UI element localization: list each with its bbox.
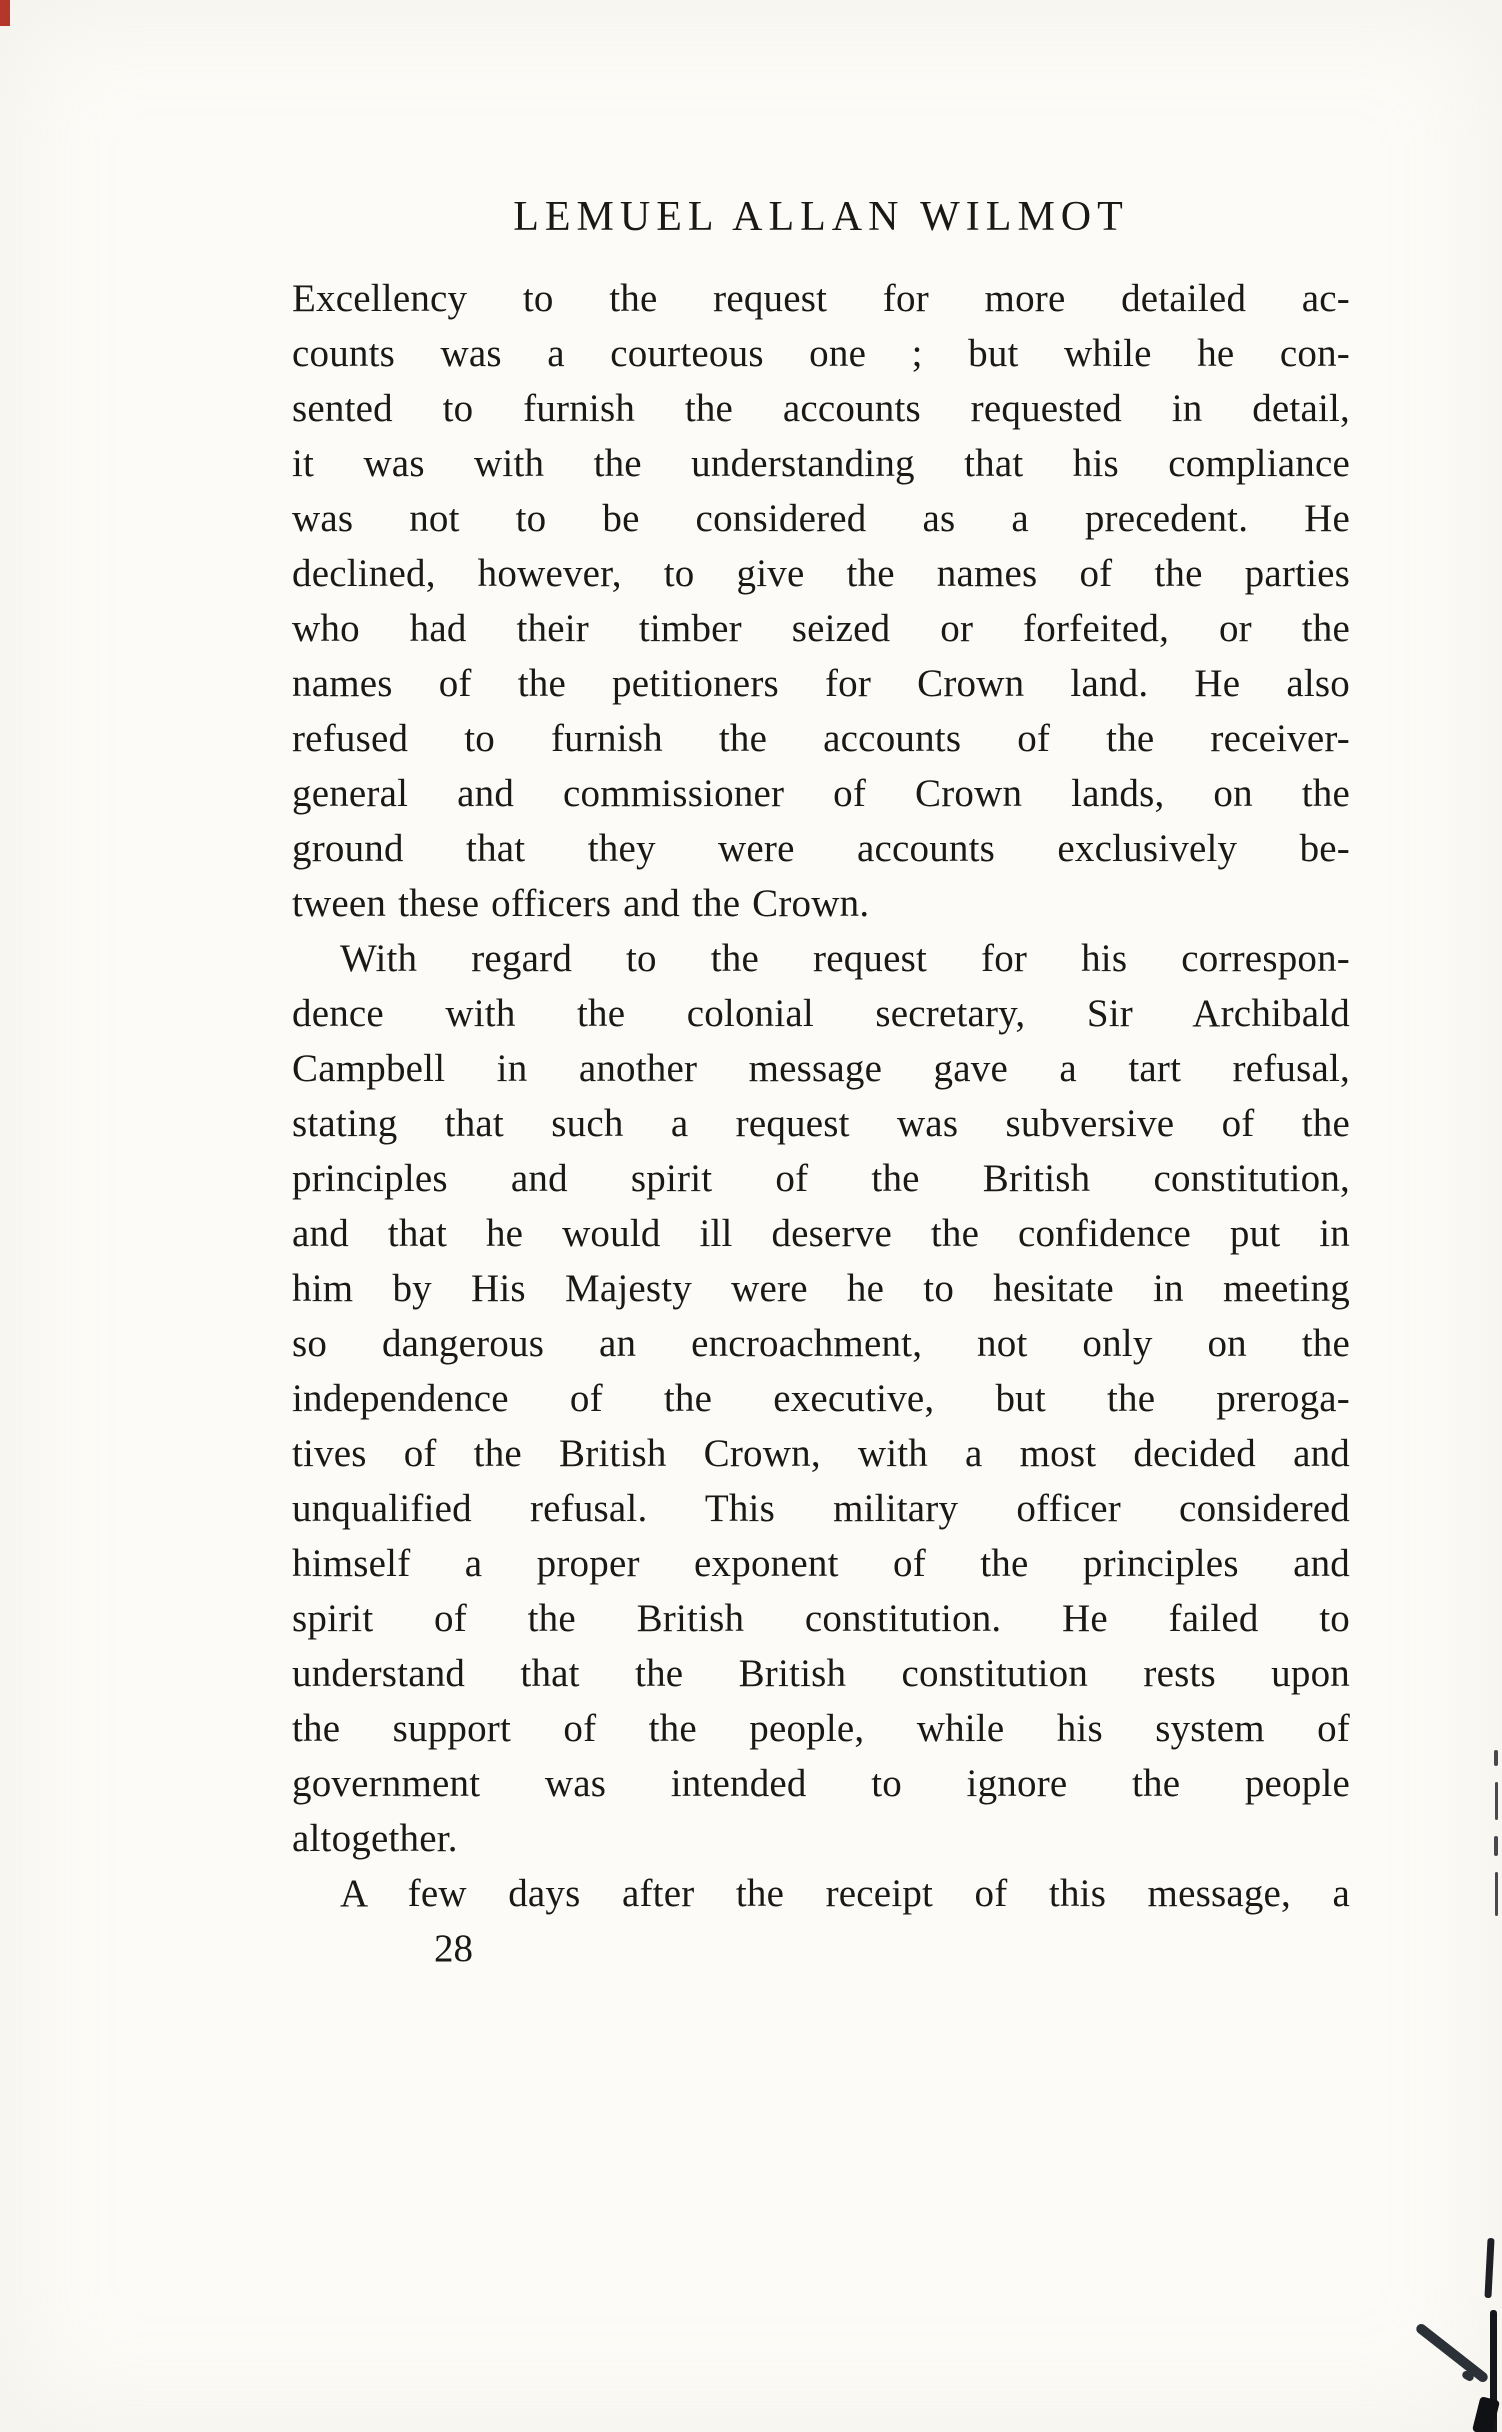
scan-artifact-red-mark xyxy=(0,0,10,26)
text-line: the support of the people, while his system of xyxy=(292,1707,1350,1750)
text-line: altogether. xyxy=(292,1817,458,1860)
text-line: ground that they were accounts exclusively be- xyxy=(292,827,1350,870)
text-line: it was with the understanding that his compliance xyxy=(292,442,1350,485)
text-line: himself a proper exponent of the principles and xyxy=(292,1542,1350,1585)
scan-artifact-diagonal-mark xyxy=(1414,2322,1490,2384)
text-line: who had their timber seized or forfeited, or the xyxy=(292,607,1350,650)
scan-artifact-edge-tick xyxy=(1495,1782,1498,1820)
scan-artifact-edge-tick xyxy=(1494,1750,1498,1766)
text-block xyxy=(292,190,1350,1976)
text-line: spirit of the British constitution. He failed to xyxy=(292,1597,1350,1640)
text-line: stating that such a request was subversive of the xyxy=(292,1102,1350,1145)
text-line: refused to furnish the accounts of the receiver- xyxy=(292,717,1350,760)
text-line: With regard to the request for his correspon- xyxy=(340,937,1350,980)
running-header: LEMUEL ALLAN WILMOT xyxy=(513,194,1129,240)
text-line: government was intended to ignore the people xyxy=(292,1762,1350,1805)
text-line: was not to be considered as a precedent. He xyxy=(292,497,1350,540)
text-line: principles and spirit of the British constitution, xyxy=(292,1157,1350,1200)
text-line: Excellency to the request for more detailed ac- xyxy=(292,277,1350,320)
scan-artifact-edge-smudge xyxy=(1484,2238,1494,2298)
text-line: him by His Majesty were he to hesitate in meeting xyxy=(292,1267,1350,1310)
text-line: tives of the British Crown, with a most decided and xyxy=(292,1432,1350,1475)
scan-artifact-edge-tick xyxy=(1495,1872,1498,1916)
text-line: Campbell in another message gave a tart refusal, xyxy=(292,1047,1350,1090)
text-line: understand that the British constitution rests upon xyxy=(292,1652,1350,1695)
page-number: 28 xyxy=(434,1927,473,1970)
text-line: declined, however, to give the names of the parties xyxy=(292,552,1350,595)
text-line: general and commissioner of Crown lands, on the xyxy=(292,772,1350,815)
text-line: A few days after the receipt of this message, a xyxy=(340,1872,1350,1915)
scan-artifact-edge-tick xyxy=(1494,1836,1498,1856)
text-line: so dangerous an encroachment, not only on the xyxy=(292,1322,1350,1365)
text-line: and that he would ill deserve the confidence put in xyxy=(292,1212,1350,1255)
text-line: tween these officers and the Crown. xyxy=(292,882,870,925)
text-line: counts was a courteous one ; but while he con- xyxy=(292,332,1350,375)
text-line: sented to furnish the accounts requested in detail, xyxy=(292,387,1350,430)
text-line: unqualified refusal. This military officer considered xyxy=(292,1487,1350,1530)
text-line: dence with the colonial secretary, Sir Archibald xyxy=(292,992,1350,1035)
page-body xyxy=(292,271,1350,1921)
text-line: names of the petitioners for Crown land. He also xyxy=(292,662,1350,705)
text-line: independence of the executive, but the preroga- xyxy=(292,1377,1350,1420)
